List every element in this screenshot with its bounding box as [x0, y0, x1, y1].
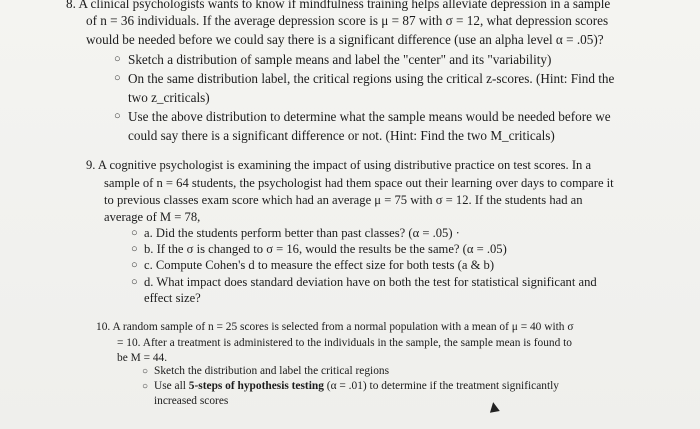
q9-line-3: to previous classes exam score which had an average μ = 75 with σ = 12. If the students had an — [104, 193, 583, 207]
mouse-cursor-icon — [488, 401, 500, 413]
bullet-circle-icon: ○ — [114, 72, 121, 84]
q8-bullet-3-line-1: Use the above distribution to determine what the sample means would be needed before we — [128, 109, 611, 124]
q9-bullet-d-line-1: d. What impact does standard deviation have on both the test for statistical significant and — [144, 275, 597, 289]
q9-bullet-c: c. Compute Cohen's d to measure the effect size for both tests (a & b) — [144, 258, 495, 272]
q10-line-3: be M = 44. — [117, 352, 168, 364]
q9-line-1: 9. A cognitive psychologist is examining the impact of using distributive practice on test scores. In a — [86, 158, 592, 172]
q9-bullet-b: b. If the σ is changed to σ = 16, would the results be the same? (α = .05) — [144, 242, 507, 256]
q8-bullet-2-line-2: two z_criticals) — [128, 90, 210, 105]
q9-line-4: average of M = 78, — [104, 210, 201, 224]
q8-bullet-3-line-2: could say there is a significant difference or not. (Hint: Find the two M_criticals) — [128, 128, 555, 143]
bullet-circle-icon: ○ — [131, 276, 138, 288]
bullet-circle-icon: ○ — [142, 381, 149, 392]
q10-line-1: 10. A random sample of n = 25 scores is selected from a normal population with a mean of μ = 40 with σ — [96, 321, 574, 333]
q9-line-2: sample of n = 64 students, the psychologist had them space out their learning over days to compare it — [104, 176, 614, 190]
q10-bullet-2-prefix: Use all — [154, 380, 189, 392]
q8-line-1: 8. A clinical psychologists wants to know if mindfulness training helps alleviate depression in a sample — [66, 0, 611, 11]
bullet-circle-icon: ○ — [114, 110, 121, 122]
q9-bullet-d-line-2: effect size? — [144, 291, 201, 305]
q8-line-3: would be needed before we could say there is a significant difference (use an alpha level α = .05)? — [86, 32, 604, 47]
q8-line-2: of n = 36 individuals. If the average depression score is μ = 87 with σ = 12, what depression scores — [86, 13, 609, 28]
bullet-circle-icon: ○ — [131, 243, 138, 255]
q10-bullet-1: Sketch the distribution and label the critical regions — [154, 365, 390, 377]
q10-bullet-2-bold: 5-steps of hypothesis testing — [188, 380, 324, 392]
q9-bullet-a: a. Did the students perform better than past classes? (α = .05) · — [144, 226, 460, 240]
bullet-circle-icon: ○ — [114, 53, 121, 65]
q10-bullet-2-line-2: increased scores — [154, 395, 229, 407]
q10-bullet-2-line-1 — [154, 381, 559, 392]
bullet-circle-icon: ○ — [131, 227, 138, 239]
bullet-circle-icon: ○ — [131, 259, 138, 271]
q8-bullet-1: Sketch a distribution of sample means and label the "center" and its "variability) — [128, 52, 552, 67]
q10-bullet-2-suffix: (α = .01) to determine if the treatment significantly — [323, 380, 559, 392]
q10-line-2: = 10. After a treatment is administered to the individuals in the sample, the sample mean is found to — [117, 337, 572, 349]
bullet-circle-icon: ○ — [142, 366, 149, 377]
q8-bullet-2-line-1: On the same distribution label, the critical regions using the critical z-scores. (Hint: Find the — [128, 71, 615, 86]
